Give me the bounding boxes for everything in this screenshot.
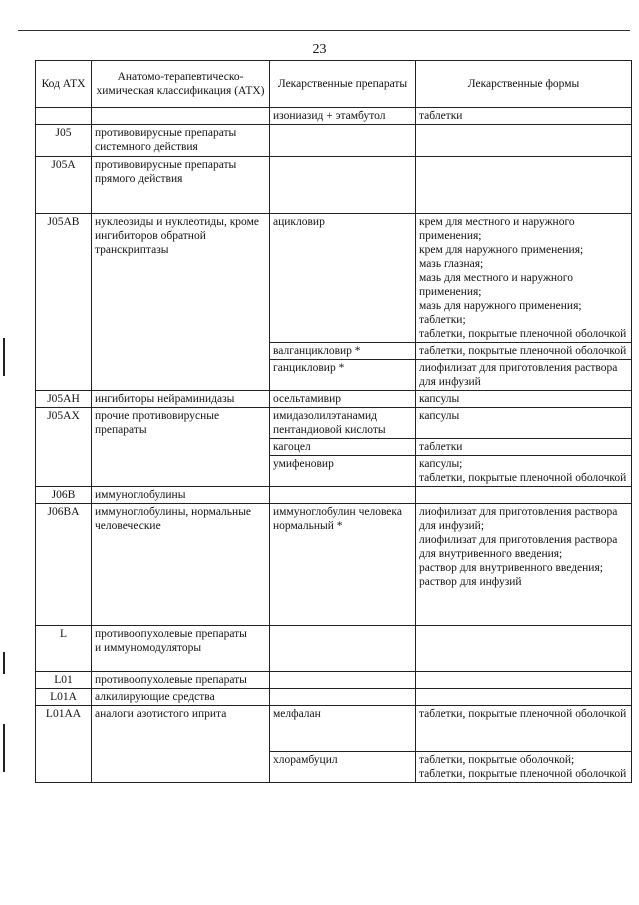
cell-form: таблетки	[416, 108, 632, 125]
header-drugs: Лекарственные препараты	[270, 61, 416, 108]
table-row	[36, 391, 632, 408]
cell-form: таблетки	[416, 439, 632, 456]
cell-class: алкилирующие средства	[92, 689, 270, 706]
table-row	[36, 108, 632, 125]
cell-drug	[270, 689, 416, 706]
cell-form: таблетки, покрытые оболочкой; таблетки, покрытые пленочной оболочкой	[416, 752, 632, 783]
cell-class: иммуноглобулины	[92, 487, 270, 504]
cell-class: нуклеозиды и нуклеотиды, кроме ингибиторов обратной транскриптазы	[92, 214, 270, 391]
cell-class: противовирусные препараты прямого действия	[92, 157, 270, 214]
table-row	[36, 125, 632, 157]
cell-drug: мелфалан	[270, 706, 416, 752]
cell-class: иммуноглобулины, нормальные человеческие	[92, 504, 270, 626]
cell-code: L01A	[36, 689, 92, 706]
cell-code: L01AA	[36, 706, 92, 783]
cell-class: аналоги азотистого иприта	[92, 706, 270, 783]
table-header-row	[36, 61, 632, 108]
cell-drug: иммуноглобулин человека нормальный *	[270, 504, 416, 626]
table-row	[36, 157, 632, 214]
header-classification: Анатомо-терапевтическо-химическая классификация (АТХ)	[92, 61, 270, 108]
table-row	[36, 672, 632, 689]
cell-code: J06BA	[36, 504, 92, 626]
cell-drug: валганцикловир *	[270, 343, 416, 360]
header-forms: Лекарственные формы	[416, 61, 632, 108]
cell-drug: кагоцел	[270, 439, 416, 456]
cell-form: таблетки, покрытые пленочной оболочкой	[416, 706, 632, 752]
cell-form: капсулы; таблетки, покрытые пленочной оболочкой	[416, 456, 632, 487]
cell-form: капсулы	[416, 391, 632, 408]
cell-drug: умифеновир	[270, 456, 416, 487]
cell-drug	[270, 626, 416, 672]
page-number: 23	[312, 42, 327, 57]
cell-code	[36, 108, 92, 125]
cell-code: J05	[36, 125, 92, 157]
cell-code: J05AB	[36, 214, 92, 391]
cell-class: противоопухолевые препараты	[92, 672, 270, 689]
cell-drug: хлорамбуцил	[270, 752, 416, 783]
cell-drug	[270, 487, 416, 504]
cell-class	[92, 108, 270, 125]
cell-form	[416, 157, 632, 214]
cell-form: лиофилизат для приготовления раствора для инфузий	[416, 360, 632, 391]
cell-form	[416, 626, 632, 672]
cell-class: прочие противовирусные препараты	[92, 408, 270, 487]
cell-form	[416, 487, 632, 504]
cell-class: противоопухолевые препараты и иммуномодуляторы	[92, 626, 270, 672]
table-row	[36, 504, 632, 626]
cell-drug: имидазолилэтанамид пентандиовой кислоты	[270, 408, 416, 439]
cell-drug: ганцикловир *	[270, 360, 416, 391]
cell-form: крем для местного и наружного применения; крем для наружного применения; мазь глазная; мазь для местного и наружного применения; мазь для наружного применения; таблетки; таблетки, покрытые пленочной оболочкой	[416, 214, 632, 343]
cell-drug: изониазид + этамбутол	[270, 108, 416, 125]
cell-code: J06B	[36, 487, 92, 504]
cell-code: L	[36, 626, 92, 672]
table-row	[36, 214, 632, 343]
cell-code: J05AH	[36, 391, 92, 408]
header-code: Код АТХ	[36, 61, 92, 108]
cell-class: противовирусные препараты системного действия	[92, 125, 270, 157]
cell-drug: осельтамивир	[270, 391, 416, 408]
cell-form: лиофилизат для приготовления раствора для инфузий; лиофилизат для приготовления раствора для внутривенного введения; раствор для внутривенного введения; раствор для инфузий	[416, 504, 632, 626]
cell-drug: ацикловир	[270, 214, 416, 343]
cell-drug	[270, 157, 416, 214]
table-row	[36, 626, 632, 672]
cell-class: ингибиторы нейраминидазы	[92, 391, 270, 408]
cell-code: L01	[36, 672, 92, 689]
cell-form	[416, 689, 632, 706]
table-row	[36, 689, 632, 706]
cell-form	[416, 125, 632, 157]
table-row	[36, 408, 632, 439]
atx-table	[35, 60, 632, 783]
table-row	[36, 487, 632, 504]
cell-drug	[270, 125, 416, 157]
scan-margin-mark	[3, 338, 5, 376]
scan-margin-mark	[3, 652, 5, 674]
top-rule	[18, 30, 630, 31]
cell-code: J05A	[36, 157, 92, 214]
scan-margin-mark	[3, 724, 5, 772]
cell-code: J05AX	[36, 408, 92, 487]
cell-drug	[270, 672, 416, 689]
cell-form: таблетки, покрытые пленочной оболочкой	[416, 343, 632, 360]
table-row	[36, 706, 632, 752]
cell-form	[416, 672, 632, 689]
cell-form: капсулы	[416, 408, 632, 439]
